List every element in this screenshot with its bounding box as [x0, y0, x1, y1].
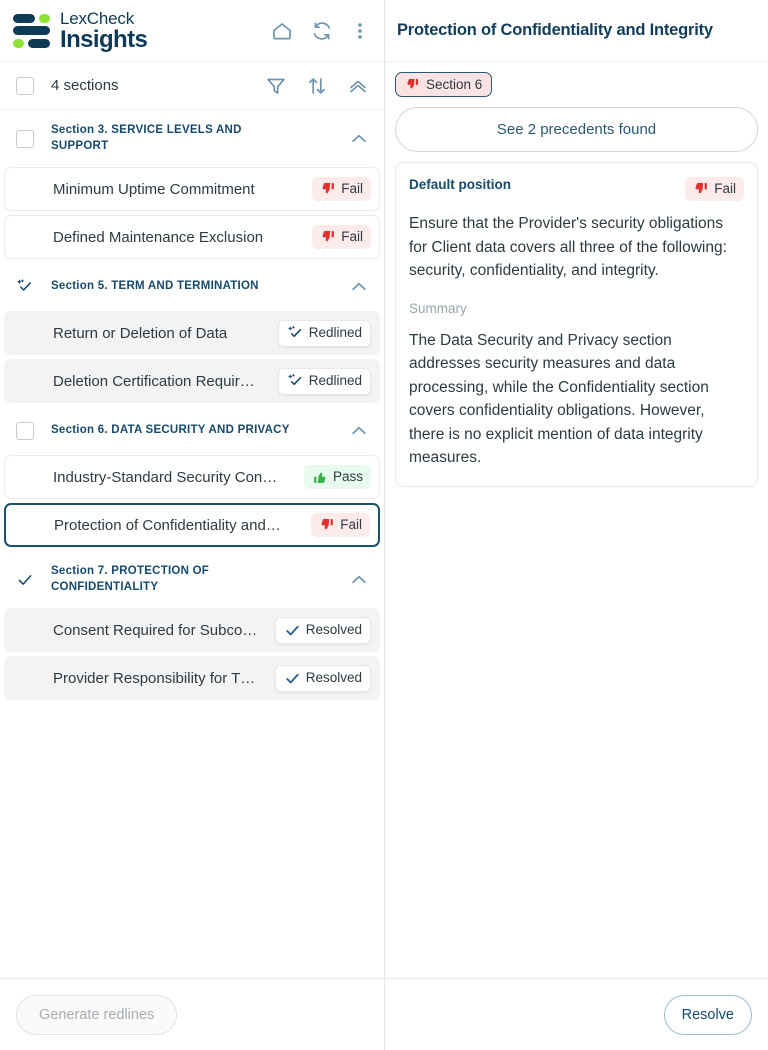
- sort-icon[interactable]: [305, 74, 329, 98]
- clause-row[interactable]: [4, 311, 380, 355]
- section-title: [51, 123, 301, 154]
- section-number: Section 6.: [51, 424, 112, 437]
- sparkle-check-icon: [287, 325, 304, 342]
- section-title: [51, 279, 259, 295]
- section-number: Section 7.: [51, 565, 112, 578]
- clause-name: Return or Deletion of Data: [53, 324, 228, 342]
- check-icon: [16, 571, 34, 589]
- section-header[interactable]: [0, 263, 384, 311]
- clause-name: Defined Maintenance Exclusion: [53, 228, 264, 246]
- lexcheck-logo-icon: [13, 14, 51, 48]
- status-badge: [304, 465, 371, 489]
- select-all-checkbox[interactable]: [16, 77, 34, 95]
- summary-block: [409, 300, 744, 470]
- section-name: SERVICE LEVELS AND SUPPORT: [51, 124, 242, 152]
- status-badge-label: Redlined: [308, 325, 362, 341]
- check-icon: [284, 622, 301, 639]
- detail-body: [385, 62, 768, 978]
- brand-actions: [270, 19, 370, 43]
- default-position-card: [395, 162, 758, 487]
- thumbs-down-icon: [405, 77, 420, 92]
- status-badge: [685, 177, 744, 201]
- home-icon[interactable]: [270, 19, 294, 43]
- brand-bar: [0, 0, 384, 62]
- section-title: [51, 423, 290, 439]
- clause-name: Minimum Uptime Commitment: [53, 180, 255, 198]
- thumbs-up-icon: [312, 469, 328, 485]
- chevron-up-icon[interactable]: [348, 128, 370, 150]
- sparkle-check-icon: [287, 373, 304, 390]
- status-badge: [312, 177, 371, 201]
- section-chip-label: Section 6: [426, 77, 483, 92]
- section-number: Section 3.: [51, 124, 112, 136]
- chevron-up-icon[interactable]: [348, 569, 370, 591]
- status-badge: [275, 617, 371, 644]
- section-name: TERM AND TERMINATION: [111, 280, 259, 293]
- status-badge: [311, 513, 370, 537]
- detail-title: Protection of Confidentiality and Integrity: [397, 21, 713, 39]
- clause-row[interactable]: [4, 215, 380, 259]
- clause-name: Consent Required for Subco…: [53, 621, 258, 639]
- clause-name: Provider Responsibility for T…: [53, 669, 256, 687]
- right-footer: [385, 978, 768, 1050]
- section-name: DATA SECURITY AND PRIVACY: [111, 424, 290, 437]
- default-position-label: Default position: [409, 177, 511, 192]
- summary-label: Summary: [409, 300, 467, 316]
- section-checkbox-box[interactable]: [16, 422, 34, 440]
- status-badge: [312, 225, 371, 249]
- default-position-text: Ensure that the Provider's security obligations for Client data covers all three of the following: security, confidentiality, and integrity.: [409, 215, 727, 280]
- section-number: Section 5.: [51, 280, 112, 293]
- chevron-up-icon[interactable]: [348, 420, 370, 442]
- generate-redlines-button[interactable]: Generate redlines: [16, 995, 177, 1035]
- brand-name-top: LexCheck: [60, 8, 134, 28]
- status-badge-label: Redlined: [308, 373, 362, 389]
- section-checkbox[interactable]: [16, 422, 34, 440]
- resolve-button[interactable]: Resolve: [664, 995, 752, 1035]
- detail-panel: [385, 0, 768, 1050]
- status-badge: [275, 665, 371, 692]
- thumbs-down-icon: [693, 181, 709, 197]
- section-checkbox[interactable]: [16, 130, 34, 148]
- see-precedents-button[interactable]: See 2 precedents found: [395, 107, 758, 152]
- left-footer: [0, 978, 384, 1050]
- clause-name: Protection of Confidentiality and…: [54, 516, 281, 534]
- clause-row[interactable]: [4, 656, 380, 700]
- brand-name-bottom: Insights: [60, 25, 148, 53]
- clause-name: Industry-Standard Security Con…: [53, 468, 278, 486]
- filter-icon[interactable]: [264, 74, 288, 98]
- clause-row[interactable]: [4, 455, 380, 499]
- section-header[interactable]: [0, 110, 384, 167]
- collapse-all-icon[interactable]: [346, 74, 370, 98]
- clause-row[interactable]: [4, 167, 380, 211]
- status-badge-label: Pass: [332, 469, 363, 485]
- section-title: [51, 564, 301, 595]
- sections-toolbar-actions: [264, 74, 370, 98]
- section-header[interactable]: [0, 551, 384, 608]
- clause-row[interactable]: [4, 503, 380, 547]
- clause-row[interactable]: [4, 608, 380, 652]
- status-badge-label: Fail: [341, 229, 363, 245]
- section-checkbox-box[interactable]: [16, 130, 34, 148]
- thumbs-down-icon: [320, 181, 336, 197]
- section-chip[interactable]: [395, 72, 492, 97]
- status-badge: [278, 320, 371, 347]
- section-header[interactable]: [0, 407, 384, 455]
- status-badge-label: Fail: [714, 181, 736, 197]
- brand-wordmark: [60, 10, 147, 52]
- more-vertical-icon[interactable]: [350, 19, 370, 43]
- default-position-header: [409, 177, 744, 201]
- thumbs-down-icon: [320, 229, 336, 245]
- sections-toolbar: [0, 62, 384, 110]
- sections-count-label: 4 sections: [51, 77, 119, 94]
- status-badge-label: Fail: [341, 181, 363, 197]
- status-badge-label: Fail: [340, 517, 362, 533]
- status-badge: [278, 368, 371, 395]
- section-name: PROTECTION OF CONFIDENTIALITY: [51, 565, 210, 593]
- summary-text: The Data Security and Privacy section addresses security measures and data processing, while the Confidentiality section covers confidentiality obligations. However, there is no explicit mention of data integrity measures.: [409, 331, 709, 467]
- sections-list: [0, 110, 384, 978]
- status-badge-label: Resolved: [305, 622, 362, 638]
- clause-row[interactable]: [4, 359, 380, 403]
- sparkle-check-icon: [16, 278, 34, 296]
- check-icon: [284, 670, 301, 687]
- refresh-icon[interactable]: [310, 19, 334, 43]
- thumbs-down-icon: [319, 517, 335, 533]
- chevron-up-icon[interactable]: [348, 276, 370, 298]
- status-badge-label: Resolved: [305, 670, 362, 686]
- clause-name: Deletion Certification Requir…: [53, 372, 255, 390]
- detail-header: [385, 0, 768, 62]
